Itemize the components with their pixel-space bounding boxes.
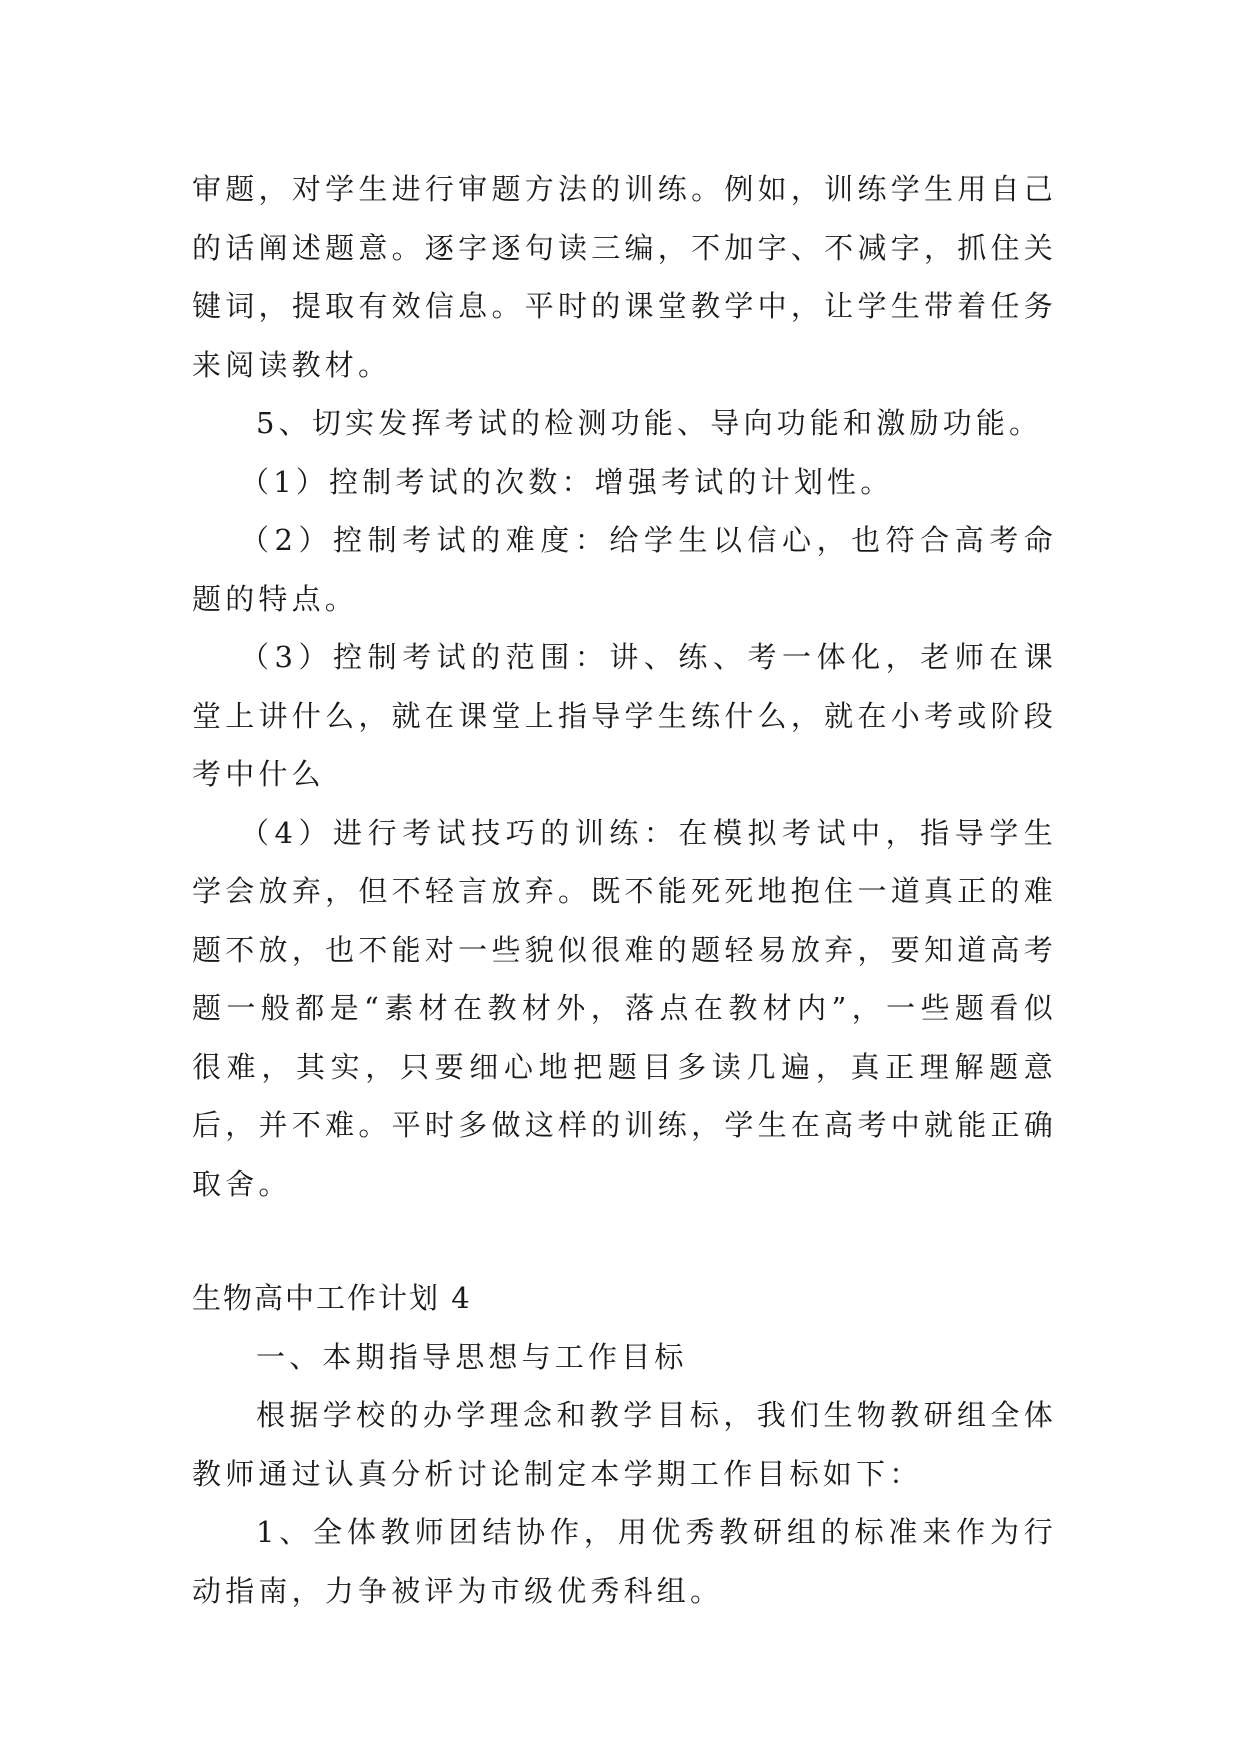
paragraph-exam-skills: （4）进行考试技巧的训练：在模拟考试中，指导学生学会放弃，但不轻言放弃。既不能死死地抱住一道真正的难题不放，也不能对一些貌似很难的题轻易放弃，要知道高考题一般都是“素材在教材外，落点在教材内”，一些题看似很难，其实，只要细心地把题目多读几遍，真正理解题意后，并不难。平时多做这样的训练，学生在高考中就能正确取舍。: [192, 815, 1057, 1201]
paragraph-exam-reading-training: 审题，对学生进行审题方法的训练。例如，训练学生用自己的话阐述题意。逐字逐句读三编，不加字、不减字，抓住关键词，提取有效信息。平时的课堂教学中，让学生带着任务来阅读教材。: [192, 172, 1057, 382]
paragraph-exam-scope: （3）控制考试的范围：讲、练、考一体化，老师在课堂上讲什么，就在课堂上指导学生练什么，就在小考或阶段考中什么: [192, 640, 1057, 791]
paragraph-exam-functions: 5、切实发挥考试的检测功能、导向功能和激励功能。: [256, 406, 1043, 440]
paragraph-goal-one: 1、全体教师团结协作，用优秀教研组的标准来作为行动指南，力争被评为市级优秀科组。: [192, 1515, 1057, 1608]
paragraph-semester-goals: 根据学校的办学理念和教学目标，我们生物教研组全体教师通过认真分析讨论制定本学期工作目标如下：: [192, 1398, 1057, 1491]
paragraph-exam-difficulty: （2）控制考试的难度：给学生以信心，也符合高考命题的特点。: [192, 523, 1057, 616]
document-body: [192, 160, 1057, 1620]
paragraph-exam-count: （1）控制考试的次数：增强考试的计划性。: [240, 464, 894, 499]
section-title: 生物高中工作计划 4: [192, 1281, 472, 1315]
paragraph-guiding-heading: 一、本期指导思想与工作目标: [256, 1339, 688, 1374]
